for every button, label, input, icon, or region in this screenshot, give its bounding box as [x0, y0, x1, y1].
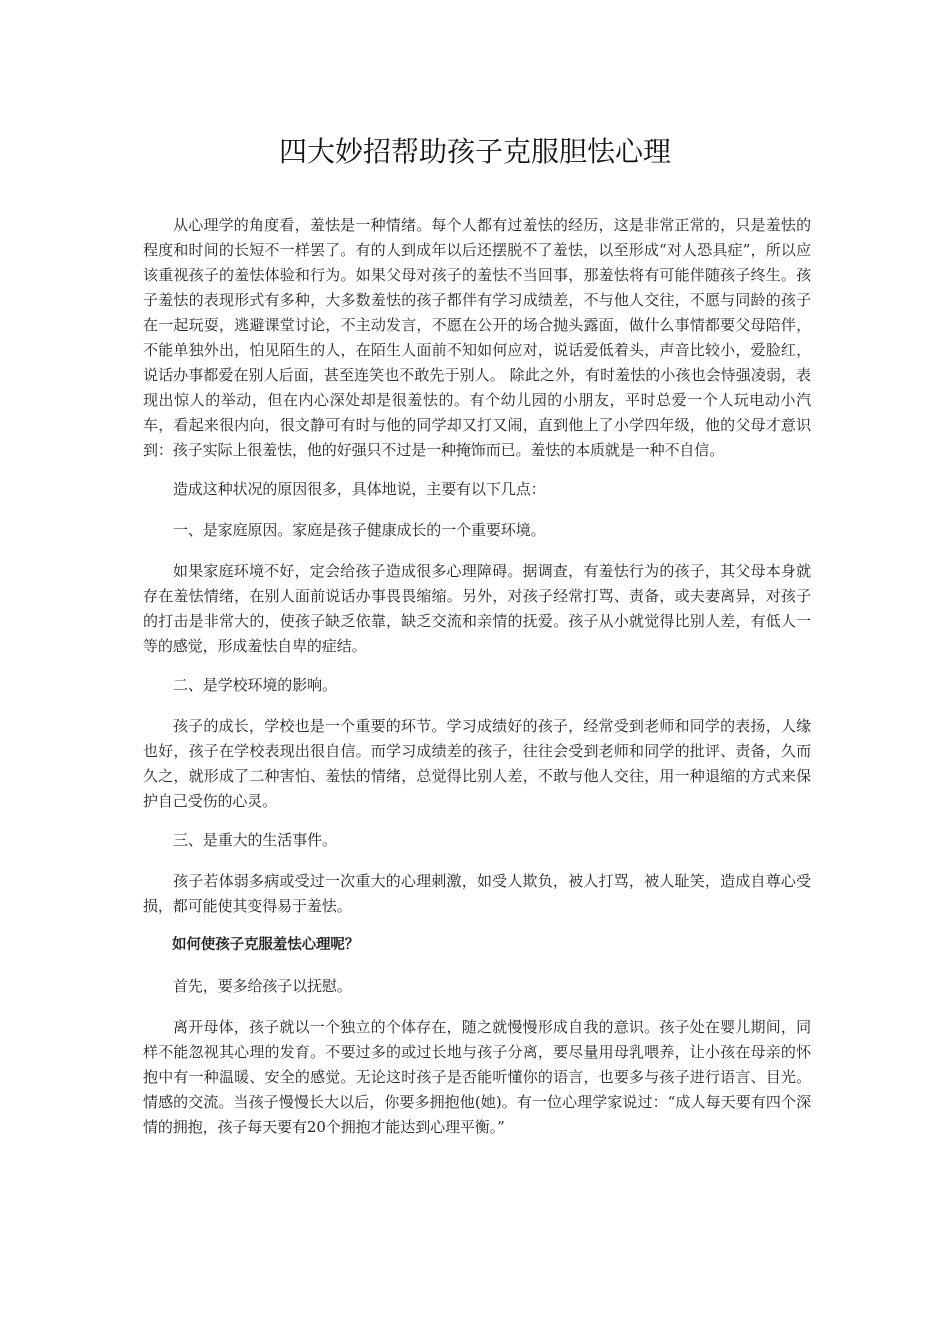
- paragraph-causes-intro: 造成这种状况的原因很多，具体地说，主要有以下几点：: [173, 480, 546, 498]
- paragraph-life-events: 孩子若体弱多病或受过一次重大的心理刺激，如受人欺负，被人打骂，被人耻笑，造成自尊心受损，都可能使其变得易于羞怯。: [143, 872, 811, 915]
- paragraph-heading-family: 一、是家庭原因。家庭是孩子健康成长的一个重要环境。: [173, 521, 546, 539]
- paragraph-school: 孩子的成长，学校也是一个重要的环节。学习成绩好的孩子，经常受到老师和同学的表扬，人缘也好，孩子在学校表现出很自信。而学习成绩差的孩子，往往会受到老师和同学的批评、责备，久而久之，就形成了二种害怕、羞怯的情绪，总觉得比别人差，不敢与他人交往，用一种退缩的方式来保护自己受伤的心灵。: [143, 717, 811, 810]
- document-title: 四大妙招帮助孩子克服胆怯心理: [278, 135, 671, 168]
- document-body: [143, 213, 811, 1154]
- paragraph-intro: 从心理学的角度看，羞怯是一种情绪。每个人都有过羞怯的经历，这是非常正常的，只是羞怯的程度和时间的长短不一样罢了。有的人到成年以后还摆脱不了羞怯，以至形成“对人恐具症”，所以应该重视孩子的羞怯体验和行为。如果父母对孩子的羞怯不当回事，那羞怯将有可能伴随孩子终生。孩子羞怯的表现形式有多种，大多数羞怯的孩子都伴有学习成绩差，不与他人交往，不愿与同龄的孩子在一起玩耍，逃避课堂讨论，不主动发言，不愿在公开的场合抛头露面，做什么事情都要父母陪伴，不能单独外出，怕见陌生的人，在陌生人面前不知如何应对，说话爱低着头，声音比较小，爱脸红，说话办事都爱在别人后面，甚至连笑也不敢先于别人。 除此之外，有时羞怯的小孩也会恃强凌弱，表现出惊人的举动，但在内心深处却是很羞怯的。有个幼儿园的小朋友，平时总爱一个人玩电动小汽车，看起来很内向，很文静可有时与他的同学却又打又闹，直到他上了小学四年级，他的父母才意识到：孩子实际上很羞怯，他的好强只不过是一种掩饰而已。羞怯的本质就是一种不自信。: [143, 216, 811, 459]
- paragraph-heading-life-events: 三、是重大的生活事件。: [173, 831, 337, 849]
- paragraph-heading-comfort: 首先，要多给孩子以抚慰。: [173, 977, 352, 995]
- paragraph-family: 如果家庭环境不好，定会给孩子造成很多心理障碍。据调查，有羞怯行为的孩子，其父母本身就存在羞怯情绪，在别人面前说话办事畏畏缩缩。另外，对孩子经常打骂、责备，或夫妻离异，对孩子的打击是非常大的，使孩子缺乏依靠，缺乏交流和亲情的抚爱。孩子从小就觉得比别人差，有低人一等的感觉，形成羞怯自卑的症结。: [143, 562, 811, 655]
- section-heading-how-to-overcome: 如何使孩子克服羞怯心理呢？: [172, 937, 360, 953]
- paragraph-comfort: 离开母体，孩子就以一个独立的个体存在，随之就慢慢形成自我的意识。孩子处在婴儿期间，同样不能忽视其心理的发育。不要过多的或过长地与孩子分离，要尽量用母乳喂养，让小孩在母亲的怀抱中有一种温暖、安全的感觉。无论这时孩子是否能听懂你的语言，也要多与孩子进行语言、目光。情感的交流。当孩子慢慢长大以后，你要多拥抱他(她)。有一位心理学家说过：“成人每天要有四个深情的拥抱，孩子每天要有20个拥抱才能达到心理平衡。”: [143, 1018, 811, 1136]
- paragraph-heading-school: 二、是学校环境的影响。: [173, 676, 337, 694]
